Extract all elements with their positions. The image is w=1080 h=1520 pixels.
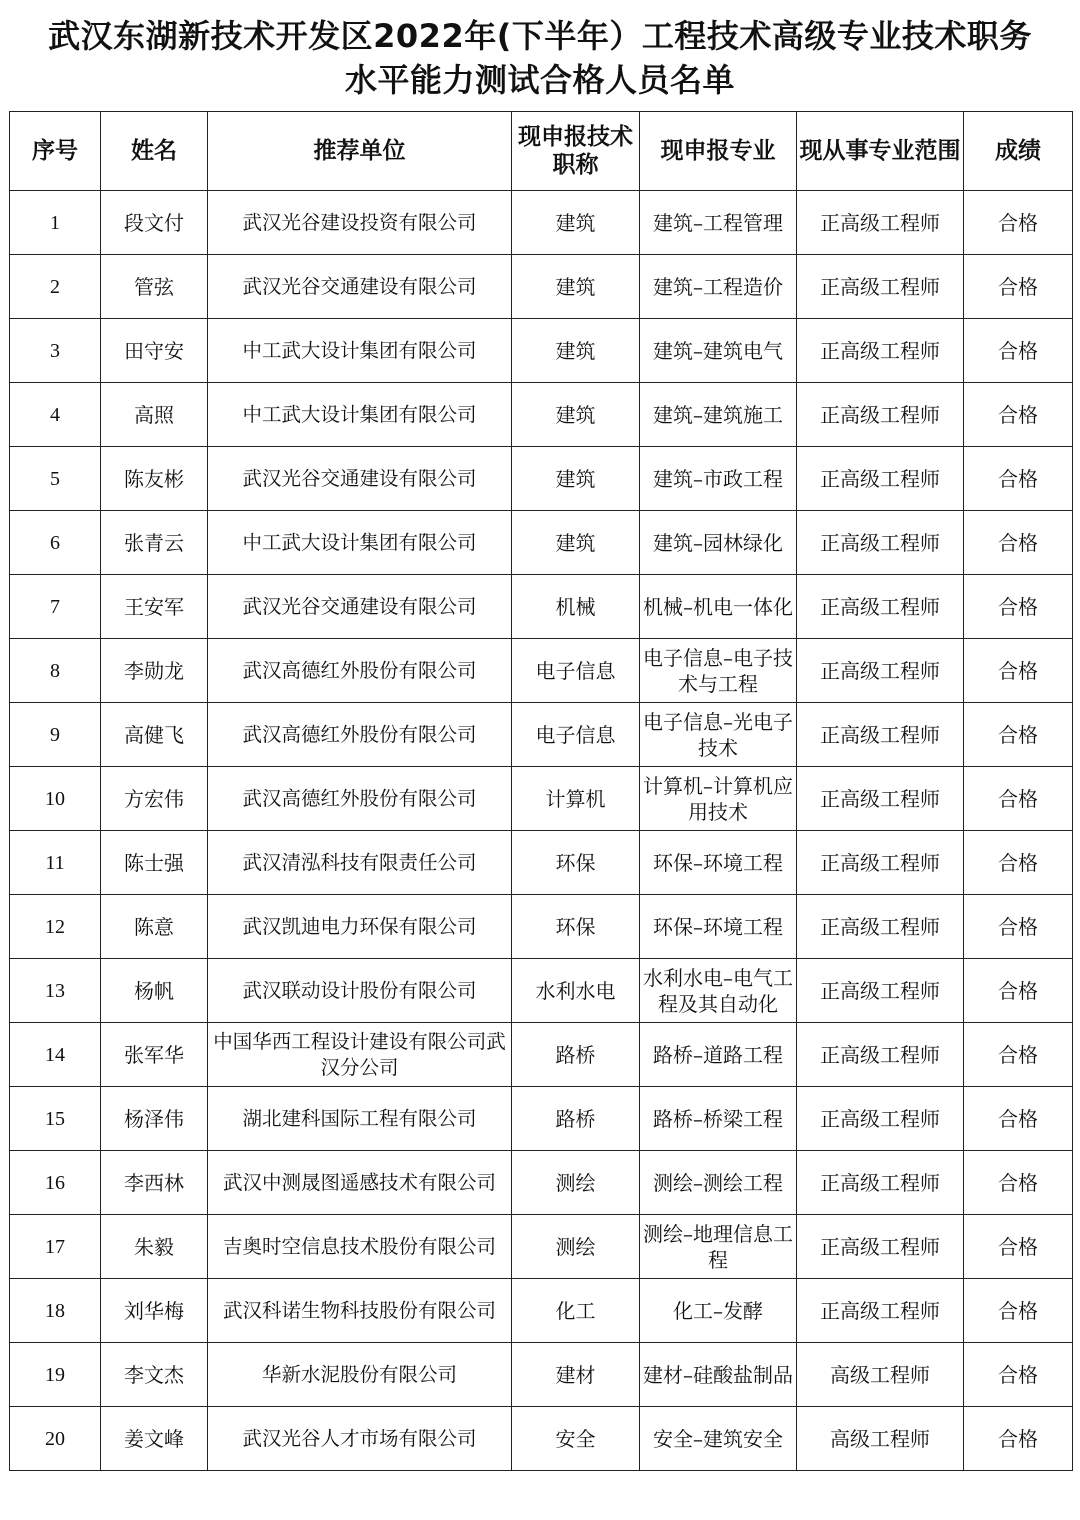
header-serial-number: 序号 [10,112,101,191]
cell-applied-major: 路桥–桥梁工程 [640,1087,797,1151]
cell-serial-number: 1 [10,191,101,255]
table-row [10,319,1073,383]
table-row [10,1023,1073,1087]
cell-result: 合格 [964,1215,1073,1279]
cell-result: 合格 [964,1023,1073,1087]
cell-professional-scope: 正高级工程师 [797,255,964,319]
cell-professional-scope: 正高级工程师 [797,1023,964,1087]
cell-professional-scope: 正高级工程师 [797,383,964,447]
cell-recommending-unit: 中国华西工程设计建设有限公司武汉分公司 [208,1023,512,1087]
cell-name: 张军华 [101,1023,208,1087]
title-line-2: 水平能力测试合格人员名单 [344,61,735,99]
cell-serial-number: 6 [10,511,101,575]
cell-serial-number: 5 [10,447,101,511]
cell-applied-title: 化工 [512,1279,640,1343]
cell-result: 合格 [964,575,1073,639]
cell-applied-major: 测绘–地理信息工程 [640,1215,797,1279]
cell-applied-major: 化工–发酵 [640,1279,797,1343]
cell-result: 合格 [964,447,1073,511]
table-row [10,511,1073,575]
cell-name: 管弦 [101,255,208,319]
cell-serial-number: 2 [10,255,101,319]
cell-serial-number: 17 [10,1215,101,1279]
cell-recommending-unit: 武汉高德红外股份有限公司 [208,767,512,831]
cell-professional-scope: 正高级工程师 [797,1087,964,1151]
cell-serial-number: 3 [10,319,101,383]
title-line-1: 武汉东湖新技术开发区2022年(下半年）工程技术高级专业技术职务 [48,17,1032,55]
cell-applied-title: 计算机 [512,767,640,831]
header-result: 成绩 [964,112,1073,191]
cell-serial-number: 8 [10,639,101,703]
table-row [10,639,1073,703]
cell-recommending-unit: 华新水泥股份有限公司 [208,1343,512,1407]
cell-name: 方宏伟 [101,767,208,831]
cell-name: 李勋龙 [101,639,208,703]
cell-applied-title: 测绘 [512,1151,640,1215]
cell-applied-major: 建筑–园林绿化 [640,511,797,575]
cell-applied-title: 建筑 [512,447,640,511]
cell-result: 合格 [964,1087,1073,1151]
table-row [10,1343,1073,1407]
cell-applied-major: 建材–硅酸盐制品 [640,1343,797,1407]
cell-recommending-unit: 武汉光谷建设投资有限公司 [208,191,512,255]
cell-professional-scope: 正高级工程师 [797,1215,964,1279]
cell-professional-scope: 正高级工程师 [797,511,964,575]
cell-serial-number: 12 [10,895,101,959]
header-recommending-unit: 推荐单位 [208,112,512,191]
cell-recommending-unit: 武汉高德红外股份有限公司 [208,703,512,767]
document-title [0,14,1080,102]
cell-applied-title: 电子信息 [512,703,640,767]
cell-applied-title: 建筑 [512,511,640,575]
cell-serial-number: 7 [10,575,101,639]
cell-applied-title: 建筑 [512,191,640,255]
cell-result: 合格 [964,1343,1073,1407]
cell-applied-title: 水利水电 [512,959,640,1023]
cell-recommending-unit: 吉奥时空信息技术股份有限公司 [208,1215,512,1279]
table-header [10,112,1073,191]
cell-result: 合格 [964,1151,1073,1215]
header-applied-title: 现申报技术职称 [512,112,640,191]
header-applied-major: 现申报专业 [640,112,797,191]
cell-name: 姜文峰 [101,1407,208,1471]
cell-recommending-unit: 武汉清泓科技有限责任公司 [208,831,512,895]
cell-applied-title: 建筑 [512,383,640,447]
table-row [10,383,1073,447]
table-row [10,191,1073,255]
cell-professional-scope: 正高级工程师 [797,831,964,895]
cell-name: 李文杰 [101,1343,208,1407]
cell-name: 刘华梅 [101,1279,208,1343]
cell-name: 田守安 [101,319,208,383]
cell-applied-major: 计算机–计算机应用技术 [640,767,797,831]
cell-serial-number: 18 [10,1279,101,1343]
cell-recommending-unit: 湖北建科国际工程有限公司 [208,1087,512,1151]
cell-name: 朱毅 [101,1215,208,1279]
cell-applied-title: 路桥 [512,1023,640,1087]
cell-serial-number: 13 [10,959,101,1023]
cell-applied-major: 电子信息–电子技术与工程 [640,639,797,703]
table-row [10,1215,1073,1279]
cell-result: 合格 [964,191,1073,255]
cell-serial-number: 9 [10,703,101,767]
cell-applied-major: 水利水电–电气工程及其自动化 [640,959,797,1023]
cell-professional-scope: 正高级工程师 [797,895,964,959]
cell-recommending-unit: 武汉光谷交通建设有限公司 [208,575,512,639]
cell-result: 合格 [964,1279,1073,1343]
cell-name: 杨泽伟 [101,1087,208,1151]
cell-name: 陈友彬 [101,447,208,511]
cell-result: 合格 [964,703,1073,767]
cell-recommending-unit: 武汉科诺生物科技股份有限公司 [208,1279,512,1343]
table-row [10,1087,1073,1151]
cell-result: 合格 [964,319,1073,383]
cell-name: 张青云 [101,511,208,575]
cell-applied-major: 安全–建筑安全 [640,1407,797,1471]
cell-recommending-unit: 武汉光谷人才市场有限公司 [208,1407,512,1471]
cell-applied-major: 测绘–测绘工程 [640,1151,797,1215]
cell-applied-major: 建筑–建筑电气 [640,319,797,383]
cell-professional-scope: 高级工程师 [797,1343,964,1407]
cell-applied-major: 机械–机电一体化 [640,575,797,639]
cell-professional-scope: 正高级工程师 [797,959,964,1023]
table-row [10,1151,1073,1215]
cell-recommending-unit: 武汉凯迪电力环保有限公司 [208,895,512,959]
cell-applied-title: 电子信息 [512,639,640,703]
cell-result: 合格 [964,1407,1073,1471]
cell-applied-major: 建筑–工程造价 [640,255,797,319]
cell-name: 陈意 [101,895,208,959]
cell-result: 合格 [964,831,1073,895]
cell-applied-major: 环保–环境工程 [640,895,797,959]
cell-result: 合格 [964,895,1073,959]
header-row [10,112,1073,191]
cell-recommending-unit: 武汉光谷交通建设有限公司 [208,255,512,319]
qualified-personnel-table [9,111,1073,1471]
cell-recommending-unit: 中工武大设计集团有限公司 [208,319,512,383]
cell-professional-scope: 正高级工程师 [797,1151,964,1215]
cell-serial-number: 20 [10,1407,101,1471]
table-row [10,255,1073,319]
cell-result: 合格 [964,255,1073,319]
cell-applied-title: 机械 [512,575,640,639]
header-professional-scope: 现从事专业范围 [797,112,964,191]
cell-recommending-unit: 武汉联动设计股份有限公司 [208,959,512,1023]
cell-applied-title: 建筑 [512,319,640,383]
cell-applied-title: 建材 [512,1343,640,1407]
table-row [10,575,1073,639]
cell-serial-number: 11 [10,831,101,895]
cell-applied-title: 路桥 [512,1087,640,1151]
cell-professional-scope: 正高级工程师 [797,1279,964,1343]
cell-result: 合格 [964,959,1073,1023]
cell-applied-title: 环保 [512,895,640,959]
cell-serial-number: 10 [10,767,101,831]
table-row [10,831,1073,895]
table-row [10,447,1073,511]
cell-serial-number: 16 [10,1151,101,1215]
cell-name: 段文付 [101,191,208,255]
cell-applied-major: 环保–环境工程 [640,831,797,895]
cell-professional-scope: 正高级工程师 [797,703,964,767]
cell-serial-number: 4 [10,383,101,447]
cell-name: 杨帆 [101,959,208,1023]
cell-applied-title: 环保 [512,831,640,895]
cell-professional-scope: 正高级工程师 [797,447,964,511]
cell-recommending-unit: 武汉高德红外股份有限公司 [208,639,512,703]
table-body [10,191,1073,1471]
cell-result: 合格 [964,383,1073,447]
cell-result: 合格 [964,511,1073,575]
cell-applied-major: 电子信息–光电子技术 [640,703,797,767]
table-row [10,1279,1073,1343]
cell-professional-scope: 正高级工程师 [797,639,964,703]
cell-professional-scope: 正高级工程师 [797,575,964,639]
header-name: 姓名 [101,112,208,191]
table-row [10,1407,1073,1471]
cell-applied-major: 建筑–市政工程 [640,447,797,511]
cell-applied-major: 建筑–工程管理 [640,191,797,255]
cell-name: 高健飞 [101,703,208,767]
cell-name: 李西林 [101,1151,208,1215]
cell-serial-number: 14 [10,1023,101,1087]
table-row [10,703,1073,767]
cell-applied-major: 路桥–道路工程 [640,1023,797,1087]
cell-applied-title: 安全 [512,1407,640,1471]
cell-applied-major: 建筑–建筑施工 [640,383,797,447]
table-row [10,767,1073,831]
cell-name: 王安军 [101,575,208,639]
cell-applied-title: 测绘 [512,1215,640,1279]
cell-professional-scope: 高级工程师 [797,1407,964,1471]
cell-serial-number: 15 [10,1087,101,1151]
table-row [10,895,1073,959]
cell-recommending-unit: 中工武大设计集团有限公司 [208,383,512,447]
cell-serial-number: 19 [10,1343,101,1407]
cell-result: 合格 [964,767,1073,831]
cell-recommending-unit: 武汉中测晟图遥感技术有限公司 [208,1151,512,1215]
cell-recommending-unit: 中工武大设计集团有限公司 [208,511,512,575]
cell-result: 合格 [964,639,1073,703]
cell-professional-scope: 正高级工程师 [797,319,964,383]
cell-name: 高照 [101,383,208,447]
cell-applied-title: 建筑 [512,255,640,319]
cell-name: 陈士强 [101,831,208,895]
table-row [10,959,1073,1023]
cell-professional-scope: 正高级工程师 [797,191,964,255]
cell-recommending-unit: 武汉光谷交通建设有限公司 [208,447,512,511]
cell-professional-scope: 正高级工程师 [797,767,964,831]
